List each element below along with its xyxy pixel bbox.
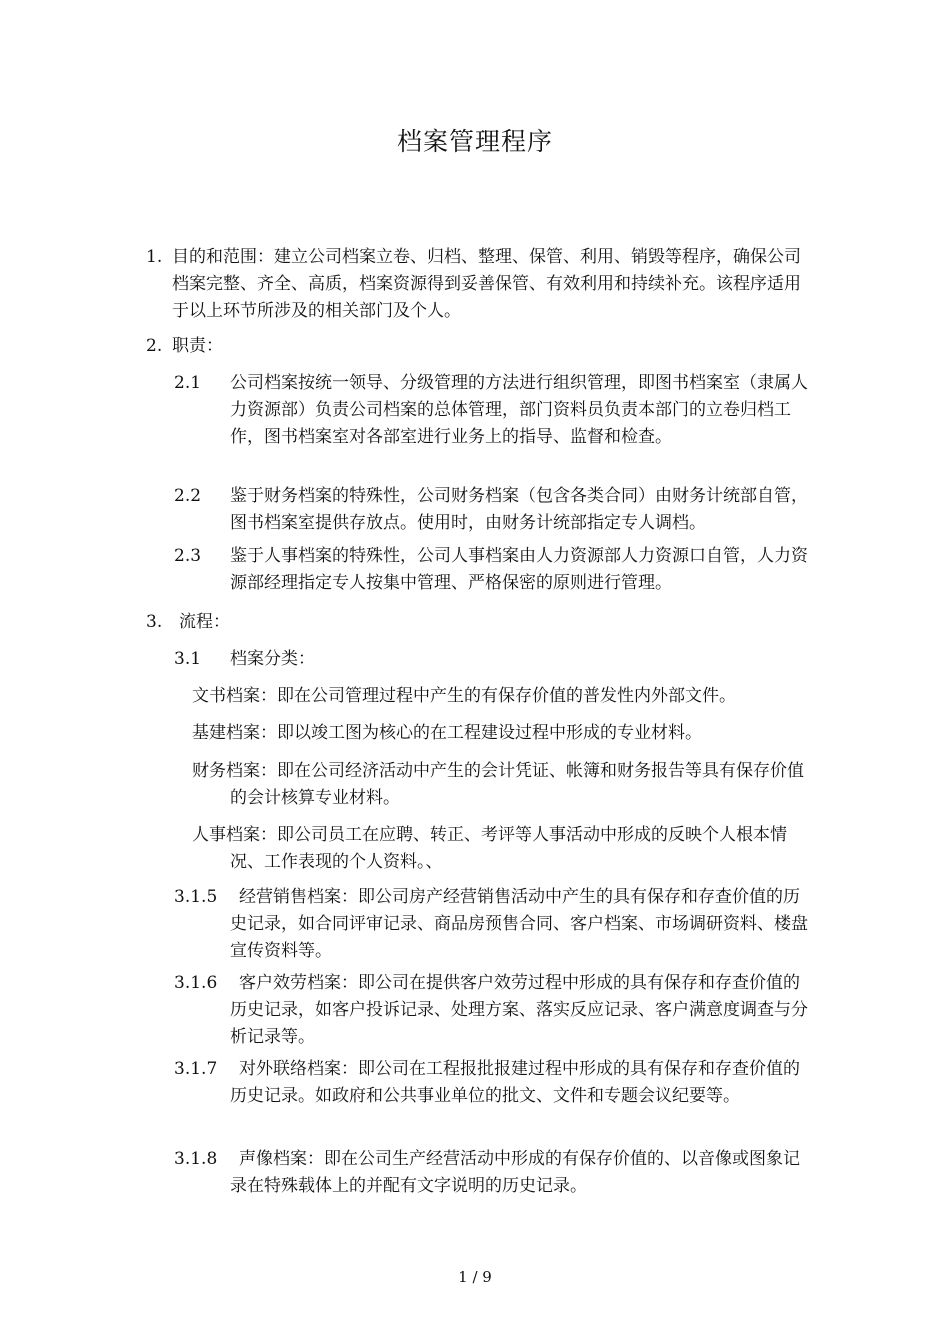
section-2-2	[174, 483, 814, 537]
section-2-1	[174, 370, 814, 451]
section-number: 3.1.6	[174, 973, 218, 993]
section-number: 2.3	[174, 546, 202, 566]
section-number: 3.	[146, 612, 163, 632]
section-number: 3.1	[174, 649, 202, 669]
section-text: 声像档案：即在公司生产经营活动中形成的有保存价值的、以音像或图象记录在特殊载体上的并配有文字说明的历史记录。	[230, 1149, 800, 1196]
section-1	[146, 244, 814, 325]
section-text: 经营销售档案：即公司房产经营销售活动中产生的具有保存和存查价值的历史记录，如合同评审记录、商品房预售合同、客户档案、市场调研资料、楼盘宣传资料等。	[230, 887, 808, 961]
section-number: 1.	[146, 247, 163, 267]
section-3-1-5	[174, 884, 814, 965]
category-document-archive: 文书档案：即在公司管理过程中产生的有保存价值的普发性内外部文件。	[192, 686, 736, 706]
section-2-3	[174, 543, 814, 597]
section-3-1	[174, 646, 814, 673]
section-3-1-8	[174, 1146, 814, 1200]
section-3-1-7	[174, 1056, 814, 1110]
section-text: 目的和范围：建立公司档案立卷、归档、整理、保管、利用、销毁等程序，确保公司档案完整、齐全、高质，档案资源得到妥善保管、有效利用和持续补充。该程序适用于以上环节所涉及的相关部门及个人。	[172, 247, 801, 321]
page-number: 1 / 9	[458, 1268, 492, 1286]
category-construction-archive: 基建档案：即以竣工图为核心的在工程建设过程中形成的专业材料。	[192, 723, 702, 743]
section-number: 2.	[146, 336, 163, 356]
section-number: 2.1	[174, 373, 202, 393]
category-finance-archive: 财务档案：即在公司经济活动中产生的会计凭证、帐簿和财务报告等具有保存价值的会计核算专业材料。	[192, 761, 804, 808]
section-text: 档案分类：	[230, 649, 315, 669]
section-3-1-6	[174, 970, 814, 1051]
section-text: 客户效劳档案：即公司在提供客户效劳过程中形成的具有保存和存查价值的历史记录，如客户投诉记录、处理方案、落实反应记录、客户满意度调查与分析记录等。	[230, 973, 808, 1047]
section-text: 鉴于人事档案的特殊性，公司人事档案由人力资源部人力资源口自管，人力资源部经理指定专人按集中管理、严格保密的原则进行管理。	[230, 546, 808, 593]
section-number: 3.1.5	[174, 887, 218, 907]
category-hr-archive: 人事档案：即公司员工在应聘、转正、考评等人事活动中形成的反映个人根本情况、工作表现的个人资料。、	[192, 825, 787, 872]
section-3	[146, 609, 814, 636]
section-text: 流程：	[179, 612, 230, 632]
section-text: 职责：	[172, 336, 223, 356]
section-number: 3.1.8	[174, 1149, 218, 1169]
section-2	[146, 333, 814, 360]
section-number: 2.2	[174, 486, 202, 506]
section-text: 鉴于财务档案的特殊性，公司财务档案（包含各类合同）由财务计统部自管，图书档案室提供存放点。使用时，由财务计统部指定专人调档。	[230, 486, 808, 533]
section-number: 3.1.7	[174, 1059, 218, 1079]
section-text: 公司档案按统一领导、分级管理的方法进行组织管理，即图书档案室（隶属人力资源部）负责公司档案的总体管理，部门资料员负责本部门的立卷归档工作，图书档案室对各部室进行业务上的指导、监督和检查。	[230, 373, 808, 447]
section-text: 对外联络档案：即公司在工程报批报建过程中形成的具有保存和存查价值的历史记录。如政府和公共事业单位的批文、文件和专题会议纪要等。	[230, 1059, 800, 1106]
document-title: 档案管理程序	[396, 127, 553, 156]
